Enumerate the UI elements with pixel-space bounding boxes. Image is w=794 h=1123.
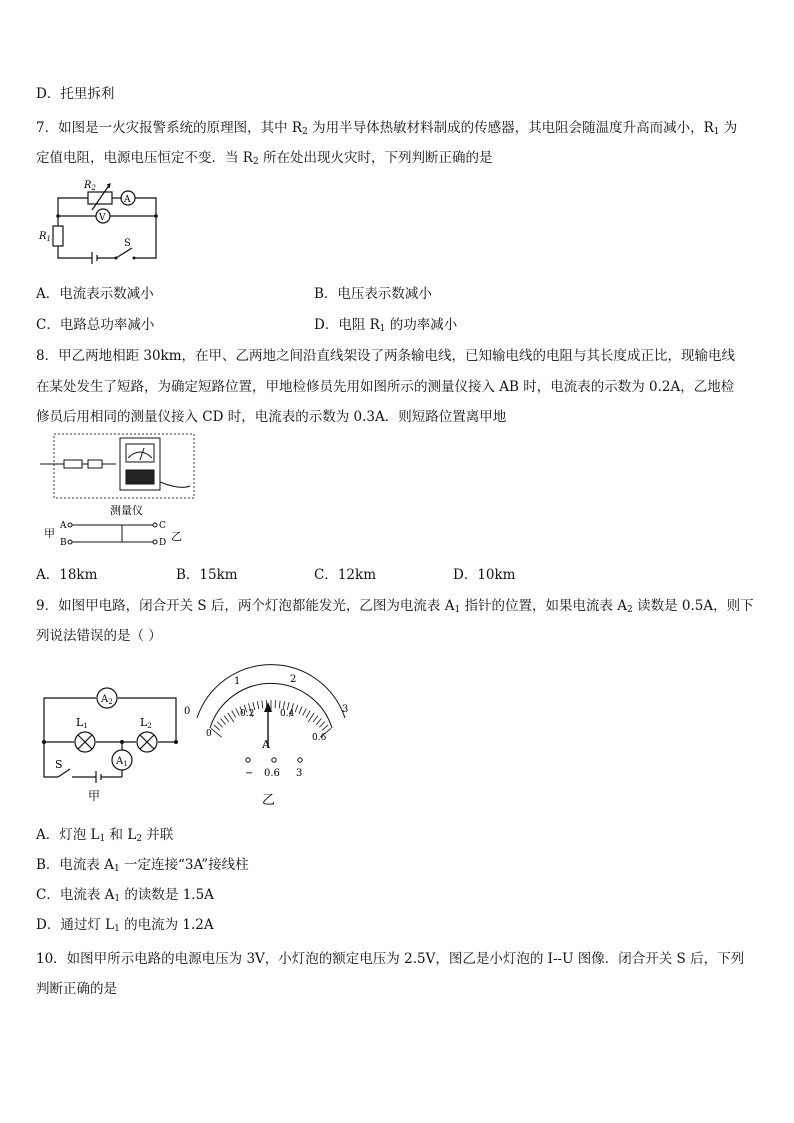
svg-text:B: B — [60, 538, 67, 548]
dial-tick — [262, 701, 263, 709]
svg-text:1: 1 — [234, 676, 241, 687]
q9-option-d: D．通过灯 $L_1$ 的电流为 1.2A — [36, 917, 214, 934]
svg-text:乙: 乙 — [262, 793, 276, 808]
svg-text:L1: L1 — [76, 716, 88, 730]
dial-tick — [232, 711, 236, 718]
svg-text:0: 0 — [184, 706, 191, 717]
svg-text:乙: 乙 — [171, 530, 182, 543]
q8-stem-line1: 8．甲乙两地相距 30km，在甲、乙两地之间沿直线架设了两条输电线，已知输电线的电阻与其长度成正比，现输电线 — [36, 348, 736, 364]
svg-text:R2: $R_2$ — [84, 180, 96, 192]
dial-tick — [303, 708, 307, 715]
svg-text:D: D — [159, 538, 167, 548]
dial-tick — [322, 725, 328, 730]
dial-tick — [236, 708, 240, 715]
svg-text:A: A — [124, 195, 131, 205]
dial-tick — [224, 716, 229, 722]
dial-tick — [228, 713, 234, 722]
q7-option-b: B．电压表示数减小 — [314, 286, 432, 302]
q6-option-d: D．托里拆利 — [36, 86, 115, 102]
r1-resistor — [53, 226, 63, 246]
svg-text:V: V — [99, 213, 106, 223]
svg-text:R1: $R_1$ — [39, 231, 51, 243]
svg-text:A: A — [262, 738, 270, 751]
q8-measuring-device-figure — [40, 432, 200, 557]
ammeter-dial — [197, 665, 345, 728]
svg-text:0.6: 0.6 — [312, 733, 327, 743]
dial-tick — [319, 722, 325, 728]
q7-option-c: C．电路总功率减小 — [36, 317, 155, 333]
svg-text:S: S — [55, 758, 63, 771]
q9-stem-line1: 9．如图甲电路，闭合开关 S 后，两个灯泡都能发光，乙图为电流表 $A_1$ 指针的位置，如果电流表 $A_2$ 读数是 0.5A，则下 — [36, 598, 754, 615]
svg-text:A2: $A_2$ — [101, 694, 113, 706]
dial-tick — [306, 711, 310, 718]
q9-circuit-and-meter-figure — [40, 670, 360, 810]
dial-tick — [313, 716, 318, 722]
q10-stem-line1: 10．如图甲所示电路的电源电压为 3V，小灯泡的额定电压为 2.5V，图乙是小灯泡的 I--U 图像．闭合开关 S 后，下列 — [36, 951, 745, 967]
svg-text:测量仪: 测量仪 — [110, 504, 143, 517]
svg-text:0: 0 — [206, 729, 212, 739]
dial-tick — [283, 701, 284, 709]
q7-stem-line1: 7．如图是一火灾报警系统的原理图，其中 $R_2$ 为用半导体热敏材料制成的传感器，其电阻会随温度升高而减小，$R_1$ 为 — [36, 120, 738, 137]
svg-text:C: C — [159, 521, 166, 531]
q7-stem-line2: 定值电阻，电源电压恒定不变．当 $R_2$ 所在处出现火灾时，下列判断正确的是 — [36, 150, 493, 167]
dial-tick — [221, 719, 226, 725]
svg-text:甲: 甲 — [88, 789, 101, 803]
dial-tick — [295, 705, 298, 713]
q7-option-d: D．电阻 $R_1$ 的功率减小 — [314, 317, 458, 334]
svg-text:S: S — [124, 238, 131, 249]
dial-tick — [299, 706, 302, 713]
q8-option-c: C．12km — [314, 567, 376, 583]
dial-tick — [214, 725, 220, 730]
q8-option-d: D．10km — [453, 567, 516, 583]
q10-stem-line2: 判断正确的是 — [36, 981, 117, 997]
q8-option-b: B．15km — [176, 567, 238, 583]
svg-text:A1: $A_1$ — [116, 756, 128, 768]
q9-option-b: B．电流表 $A_1$ 一定连接“3A”接线柱 — [36, 857, 249, 874]
q9-option-c: C．电流表 $A_1$ 的读数是 1.5A — [36, 887, 214, 904]
svg-text:A: A — [60, 521, 67, 531]
svg-text:L2: L2 — [140, 716, 152, 730]
q7-circuit-diagram — [36, 176, 166, 268]
svg-text:2: 2 — [290, 674, 297, 685]
svg-text:3: 3 — [296, 768, 303, 779]
dial-tick — [279, 701, 280, 709]
dial-tick — [316, 719, 321, 725]
q9-stem-line2: 列说法错误的是（ ） — [36, 628, 162, 644]
q8-stem-line3: 修员后用相同的测量仪接入 CD 时，电流表的示数为 0.3A．则短路位置离甲地 — [36, 409, 507, 425]
dial-tick — [211, 728, 222, 737]
dial-tick — [308, 713, 314, 722]
svg-text:−: − — [245, 768, 254, 779]
dial-tick — [257, 701, 258, 709]
svg-text:甲: 甲 — [44, 527, 55, 540]
q7-option-a: A．电流表示数减小 — [36, 286, 154, 302]
q9-option-a: A．灯泡 $L_1$ 和 $L_2$ 并联 — [36, 827, 174, 844]
svg-text:0.4: 0.4 — [280, 709, 295, 719]
switch-icon — [116, 248, 132, 258]
dial-tick — [217, 722, 223, 728]
q8-option-a: A．18km — [36, 567, 98, 583]
svg-text:3: 3 — [342, 704, 349, 715]
svg-text:0.2: 0.2 — [240, 709, 255, 719]
q8-stem-line2: 在某处发生了短路，为确定短路位置，甲地检修员先用如图所示的测量仪接入 AB 时，电流表的示数为 0.2A，乙地检 — [36, 379, 735, 395]
svg-text:0.6: 0.6 — [264, 768, 280, 779]
